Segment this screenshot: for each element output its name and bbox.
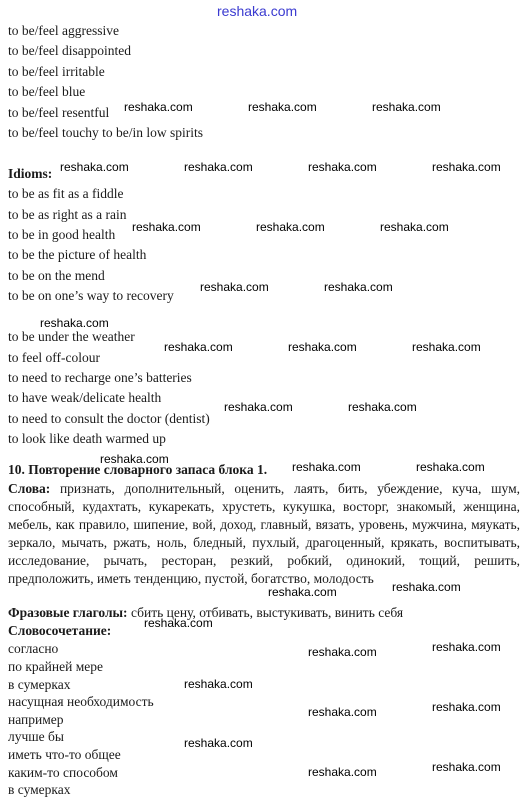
watermark: reshaka.com: [308, 645, 377, 659]
idiom-item: to be as right as a rain: [8, 207, 127, 222]
watermark: reshaka.com: [348, 400, 417, 414]
watermark: reshaka.com: [380, 220, 449, 234]
watermark: reshaka.com: [144, 616, 213, 630]
idiom-item: to need to consult the doctor (dentist): [8, 411, 210, 426]
watermark: reshaka.com: [308, 705, 377, 719]
idiom-item: to need to recharge one’s batteries: [8, 370, 192, 385]
watermark: reshaka.com: [432, 700, 501, 714]
collocation-item: иметь что-то общее: [8, 747, 121, 762]
idiom-item: to have weak/delicate health: [8, 390, 162, 405]
watermark: reshaka.com: [200, 280, 269, 294]
watermark: reshaka.com: [292, 460, 361, 474]
feeling-item: to be/feel blue: [8, 84, 86, 99]
collocation-item: в сумерках: [8, 782, 71, 797]
watermark: reshaka.com: [412, 340, 481, 354]
collocation-item: по крайней мере: [8, 659, 103, 674]
feeling-item: to be/feel irritable: [8, 64, 105, 79]
watermark: reshaka.com: [248, 100, 317, 114]
collocation-item: например: [8, 712, 64, 727]
feeling-item: to be/feel touchy to be/in low spirits: [8, 125, 203, 140]
watermark: reshaka.com: [372, 100, 441, 114]
watermark: reshaka.com: [432, 640, 501, 654]
collocation-item: в сумерках: [8, 677, 71, 692]
watermark: reshaka.com: [184, 677, 253, 691]
watermark: reshaka.com: [392, 580, 461, 594]
watermark: reshaka.com: [308, 765, 377, 779]
watermark: reshaka.com: [60, 160, 129, 174]
watermark: reshaka.com: [256, 220, 325, 234]
collocation-item: согласно: [8, 641, 59, 656]
idiom-item: to be as fit as a fiddle: [8, 186, 124, 201]
idiom-item: to look like death warmed up: [8, 431, 166, 446]
phrasal-text: сбить цену, отбивать, выстукивать, винить себя: [127, 605, 404, 620]
watermark: reshaka.com: [288, 340, 357, 354]
collocation-item: каким-то способом: [8, 765, 118, 780]
feeling-item: to be/feel disappointed: [8, 43, 131, 58]
words-text: признать, дополнительный, оценить, лаять, бить, убеждение, куча, шум, способный, кудахтать, кукарекать, хрустеть, кукушка, восторг, знакомый, женщина, мебель, как правило, шипение, вой, доход, главный, вязать, уровень, мужчина, мяукать, зеркало, мычать, ржать, ноль, бледный, пухлый, драгоценный, крякать, воспитывать, исследование, рычать, ресторан, резкий, робкий, одинокий, тощий, решить, предположить, иметь тенденцию, пустой, богатство, молодость: [8, 481, 520, 586]
collocations-heading: Словосочетание:: [8, 623, 112, 638]
watermark: reshaka.com: [268, 585, 337, 599]
collocation-item: насущная необходимость: [8, 694, 154, 709]
watermark: reshaka.com: [432, 160, 501, 174]
watermark: reshaka.com: [184, 736, 253, 750]
idioms-heading: Idioms:: [8, 166, 53, 181]
idiom-item: to feel off-colour: [8, 350, 100, 365]
watermark: reshaka.com: [100, 452, 169, 466]
words-paragraph: [8, 480, 520, 588]
idiom-item: to be on the mend: [8, 268, 105, 283]
idiom-item: to be the picture of health: [8, 247, 147, 262]
section-heading: 10. Повторение словарного запаса блока 1.: [8, 462, 268, 477]
watermark: reshaka.com: [224, 400, 293, 414]
watermark: reshaka.com: [324, 280, 393, 294]
watermark: reshaka.com: [432, 760, 501, 774]
idiom-item: to be in good health: [8, 227, 116, 242]
idiom-item: to be under the weather: [8, 329, 135, 344]
watermark: reshaka.com: [40, 316, 109, 330]
watermark: reshaka.com: [124, 100, 193, 114]
watermark: reshaka.com: [308, 160, 377, 174]
idiom-item: to be on one’s way to recovery: [8, 288, 174, 303]
watermark-top: reshaka.com: [217, 3, 298, 19]
phrasal-label: Фразовые глаголы:: [8, 605, 128, 620]
collocation-item: лучше бы: [8, 729, 64, 744]
watermark: reshaka.com: [416, 460, 485, 474]
feeling-item: to be/feel resentful: [8, 105, 110, 120]
watermark: reshaka.com: [184, 160, 253, 174]
watermark: reshaka.com: [164, 340, 233, 354]
words-label: Слова:: [8, 481, 51, 496]
feeling-item: to be/feel aggressive: [8, 23, 119, 38]
watermark: reshaka.com: [132, 220, 201, 234]
